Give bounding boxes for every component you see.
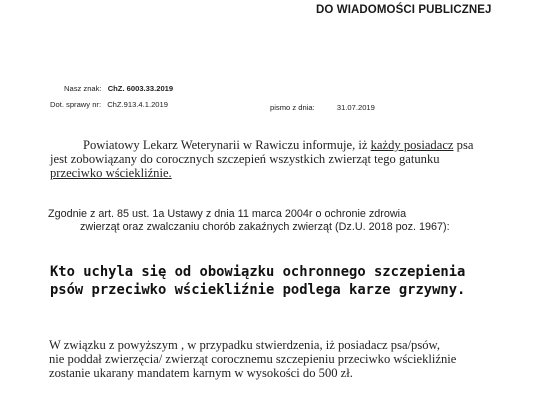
paragraph-3-line-1: W związku z powyższym , w przypadku stwierdzenia, iż posiadacz psa/psów, [49,338,440,352]
case-number-label: Dot. sprawy nr: [50,100,102,109]
underlined-every-owner: każdy posiadacz [370,138,454,152]
paragraph-2-line-1: Zgodnie z art. 85 ust. 1a Ustawy z dnia 11 marca 2004r o ochronie zdrowia [48,208,407,220]
letter-date-value: 31.07.2019 [336,103,375,112]
letter-date-row [270,103,375,112]
reference-number-row [64,84,173,93]
warning-line-2: psów przeciwko wściekliźnie podlega karze grzywny. [50,282,466,298]
paragraph-1-text: Powiatowy Lekarz Weterynarii w Rawiczu informuje, iż [83,138,371,152]
letter-date-label: pismo z dnia: [270,103,315,112]
paragraph-3-line-3: zostanie ukarany mandatem karnym w wysokości do 500 zł. [49,366,353,380]
warning-line-1: Kto uchyla się od obowiązku ochronnego szczepienia [50,264,466,280]
underlined-against-rabies: przeciwko wściekliźnie. [50,166,172,180]
case-number-row [50,100,168,109]
case-number-value: ChZ.913.4.1.2019 [107,100,168,109]
reference-number-value: ChZ. 6003.33.2019 [107,84,174,93]
paragraph-2-line-2: zwierząt oraz zwalczaniu chorób zakaźnych zwierząt (Dz.U. 2018 poz. 1967): [80,221,450,233]
reference-number-label: Nasz znak: [64,84,102,93]
paragraph-1-text-end: psa [453,138,474,152]
paragraph-1-line-1 [83,138,473,153]
document-heading: DO WIADOMOŚCI PUBLICZNEJ [316,4,492,16]
paragraph-1-line-2: jest zobowiązany do corocznych szczepień wszystkich zwierząt tego gatunku [50,152,440,166]
paragraph-1-line-3 [50,166,172,181]
paragraph-3-line-2: nie poddał zwierzęcia/ zwierząt corocznemu szczepieniu przeciwko wściekliźnie [49,352,457,366]
